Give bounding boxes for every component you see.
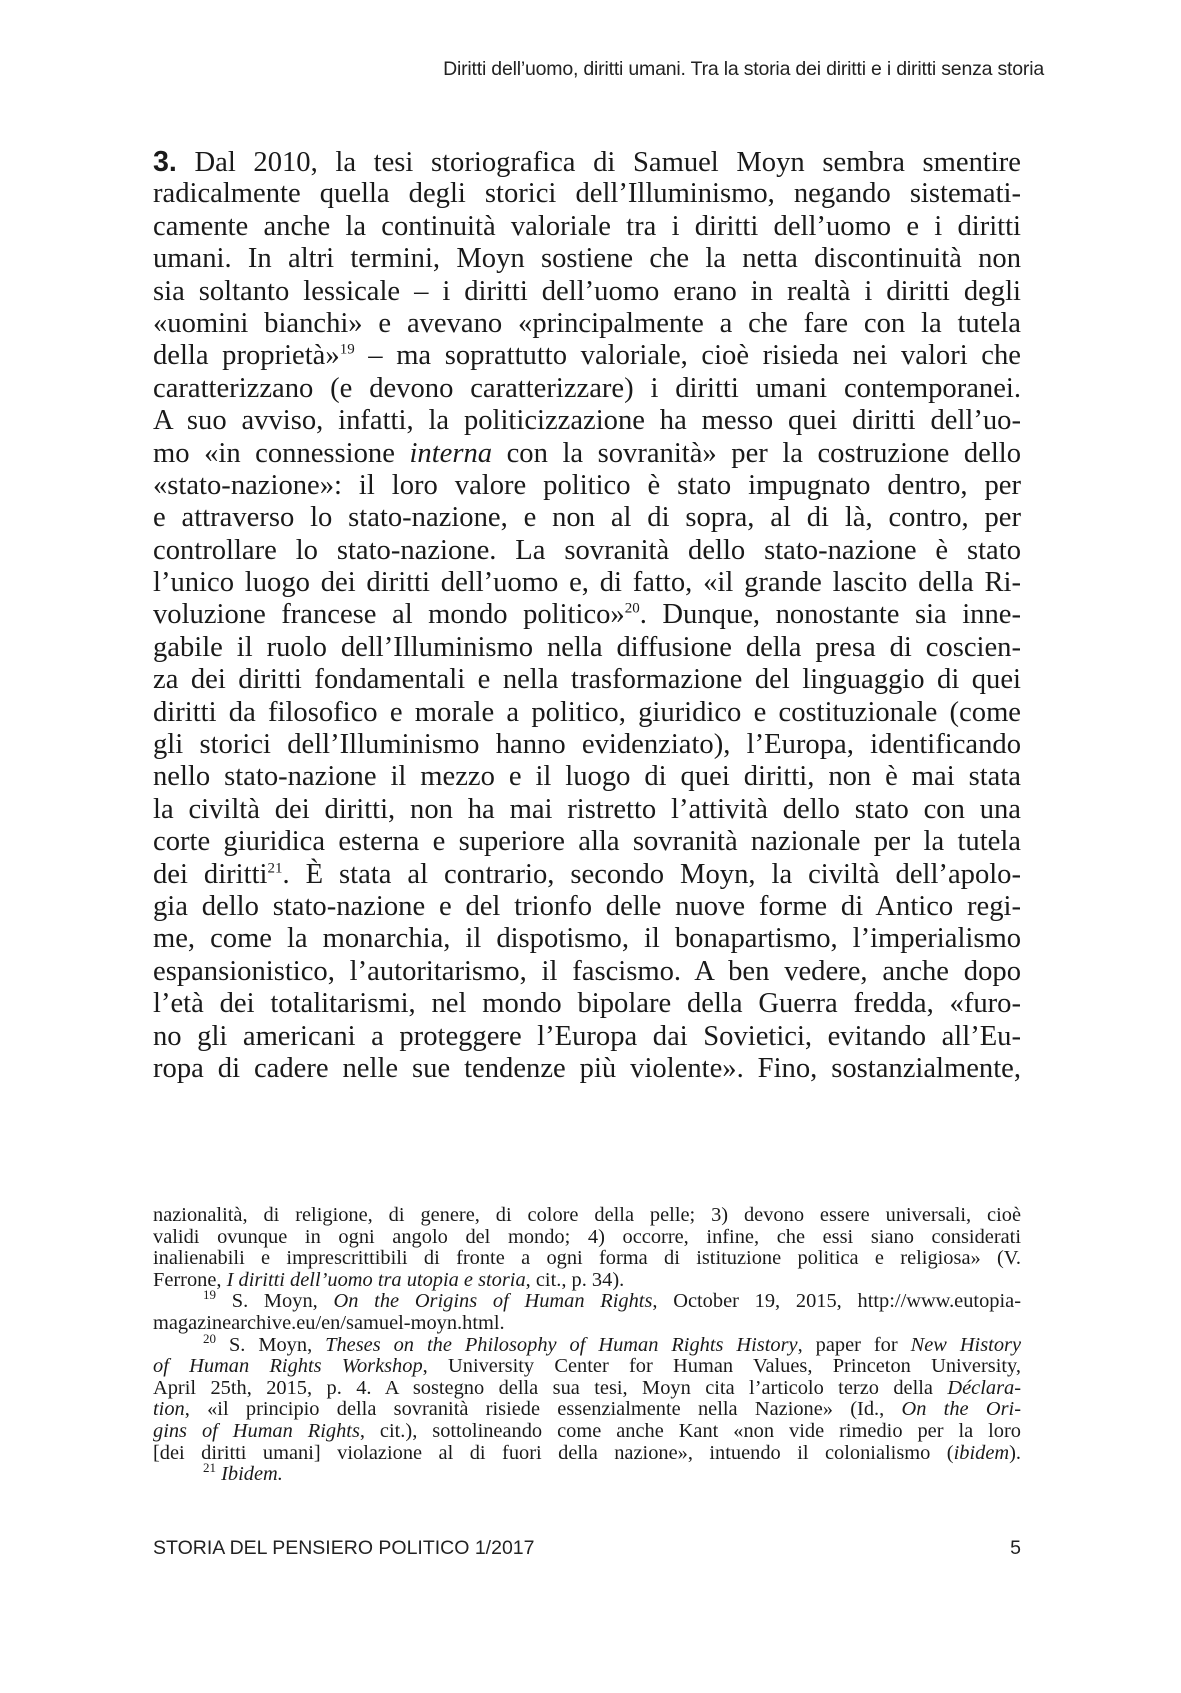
text-line: no gli americani a proteggere l’Europa dai Sovietici, evitando all’Eu- xyxy=(153,1020,1021,1052)
running-header: Diritti dell’uomo, diritti umani. Tra la storia dei diritti e i diritti senza storia xyxy=(443,58,1044,80)
running-footer xyxy=(153,1537,1021,1560)
text-line: corte giuridica esterna e superiore alla sovranità nazionale per la tutela xyxy=(153,826,1021,858)
main-text xyxy=(153,146,1021,1085)
text-line: camente anche la continuità valoriale tra i diritti dell’uomo e i diritti xyxy=(153,210,1021,242)
footnote-line: tion, «il principio della sovranità risiede essenzialmente nella Nazione» (Id., On the Ori- xyxy=(153,1398,1021,1421)
text-line: la civiltà dei diritti, non ha mai ristretto l’attività dello stato con una xyxy=(153,793,1021,825)
footnote-ref-20: 20 xyxy=(624,600,640,617)
text-line: «uomini bianchi» e avevano «principalmente a che fare con la tutela xyxy=(153,307,1021,339)
text-line: radicalmente quella degli storici dell’Illuminismo, negando sistemati- xyxy=(153,178,1021,210)
footnote-ref-21: 21 xyxy=(267,860,283,877)
text-line: e attraverso lo stato-nazione, e non al di sopra, al di là, contro, per xyxy=(153,502,1021,534)
footnote-line: nazionalità, di religione, di genere, di colore della pelle; 3) devono essere universali, cioè xyxy=(153,1204,1021,1226)
footnote-line: April 25th, 2015, p. 4. A sostegno della sua tesi, Moyn cita l’articolo terzo della Déclara- xyxy=(153,1376,1021,1399)
footnote-line: of Human Rights Workshop, University Center for Human Values, Princeton University, xyxy=(153,1355,1021,1378)
footnote-line: magazinearchive.eu/en/samuel-moyn.html. xyxy=(153,1311,505,1334)
text-line: me, come la monarchia, il dispotismo, il bonapartismo, l’imperialismo xyxy=(153,923,1021,955)
text-line: della proprietà»$^{19}$ – ma soprattutto valoriale, cioè risieda nei valori che xyxy=(153,340,1021,372)
text-line: gia dello stato-nazione e del trionfo delle nuove forme di Antico regi- xyxy=(153,890,1021,922)
text-line: gli storici dell’Illuminismo hanno evidenziato), l’Europa, identificando xyxy=(153,729,1021,761)
text-line: A suo avviso, infatti, la politicizzazione ha messo quei diritti dell’uo- xyxy=(153,405,1021,437)
section-number: 3. xyxy=(153,146,177,178)
footnote-number: 19 xyxy=(203,1287,216,1303)
footnote-21: $^{21}$ Ibidem. xyxy=(203,1460,283,1486)
text-line: espansionistico, l’autoritarismo, il fascismo. A ben vedere, anche dopo xyxy=(153,955,1021,987)
text-line: controllare lo stato-nazione. La sovranità dello stato-nazione è stato xyxy=(153,534,1021,566)
footnote-line: Ferrone, I diritti dell’uomo tra utopia e storia, cit., p. 34). xyxy=(153,1268,625,1291)
text-line: caratterizzano (e devono caratterizzare) i diritti umani contemporanei. xyxy=(153,372,1021,404)
footnote-line: gins of Human Rights, cit.), sottolineando come anche Kant «non vide rimedio per la loro xyxy=(153,1419,1021,1442)
footnote-20: $^{20}$ S. Moyn, Theses on the Philosophy of Human Rights History, paper for New History xyxy=(203,1330,1022,1356)
text-line: «stato-nazione»: il loro valore politico è stato impugnato dentro, per xyxy=(153,469,1021,501)
text-line: mo «in connessione interna con la sovranità» per la costruzione dello xyxy=(153,437,1022,469)
footnote-19: $^{19}$ S. Moyn, On the Origins of Human Rights, October 19, 2015, http://www.eutopia- xyxy=(203,1287,1021,1313)
text-line: l’unico luogo dei diritti dell’uomo e, di fatto, «il grande lascito della Ri- xyxy=(153,567,1021,599)
text-line: umani. In altri termini, Moyn sostiene che la netta discontinuità non xyxy=(153,243,1021,275)
text-line: ropa di cadere nelle sue tendenze più violente». Fino, sostanzialmente, xyxy=(153,1052,1021,1084)
footnotes xyxy=(153,1205,1021,1486)
text-line: nello stato-nazione il mezzo e il luogo di quei diritti, non è mai stata xyxy=(153,761,1021,793)
footnote-number: 20 xyxy=(203,1330,216,1346)
text-line: voluzione francese al mondo politico»$^{20}$. Dunque, nonostante sia inne- xyxy=(153,599,1021,631)
text-line: diritti da filosofico e morale a politico, giuridico e costituzionale (come xyxy=(153,696,1021,728)
text-line: dei diritti$^{21}$. È stata al contrario, secondo Moyn, la civiltà dell’apolo- xyxy=(153,858,1022,890)
text-line: l’età dei totalitarismi, nel mondo bipolare della Guerra fredda, «furo- xyxy=(153,988,1021,1020)
footnote-line: inalienabili e imprescrittibili di fronte a ogni forma di istituzione politica e religiosa» (V. xyxy=(153,1247,1021,1270)
footnote-line: validi ovunque in ogni angolo del mondo; 4) occorre, infine, che essi siano considerati xyxy=(153,1225,1021,1248)
journal-title: STORIA DEL PENSIERO POLITICO 1/2017 xyxy=(153,1537,535,1559)
text-line: 3. Dal 2010, la tesi storiografica di Samuel Moyn sembra smentire xyxy=(153,146,1021,178)
footnote-ref-19: 19 xyxy=(339,341,355,358)
footnote-number: 21 xyxy=(203,1460,216,1476)
text-line: za dei diritti fondamentali e nella trasformazione del linguaggio di quei xyxy=(153,664,1021,696)
footnote-line: [dei diritti umani] violazione al di fuori della nazione», intuendo il colonialismo (ibidem). xyxy=(153,1441,1021,1464)
text-line: sia soltanto lessicale – i diritti dell’uomo erano in realtà i diritti degli xyxy=(153,275,1021,307)
text-line: gabile il ruolo dell’Illuminismo nella diffusione della presa di coscien- xyxy=(153,631,1021,663)
page-number: 5 xyxy=(1010,1537,1021,1559)
